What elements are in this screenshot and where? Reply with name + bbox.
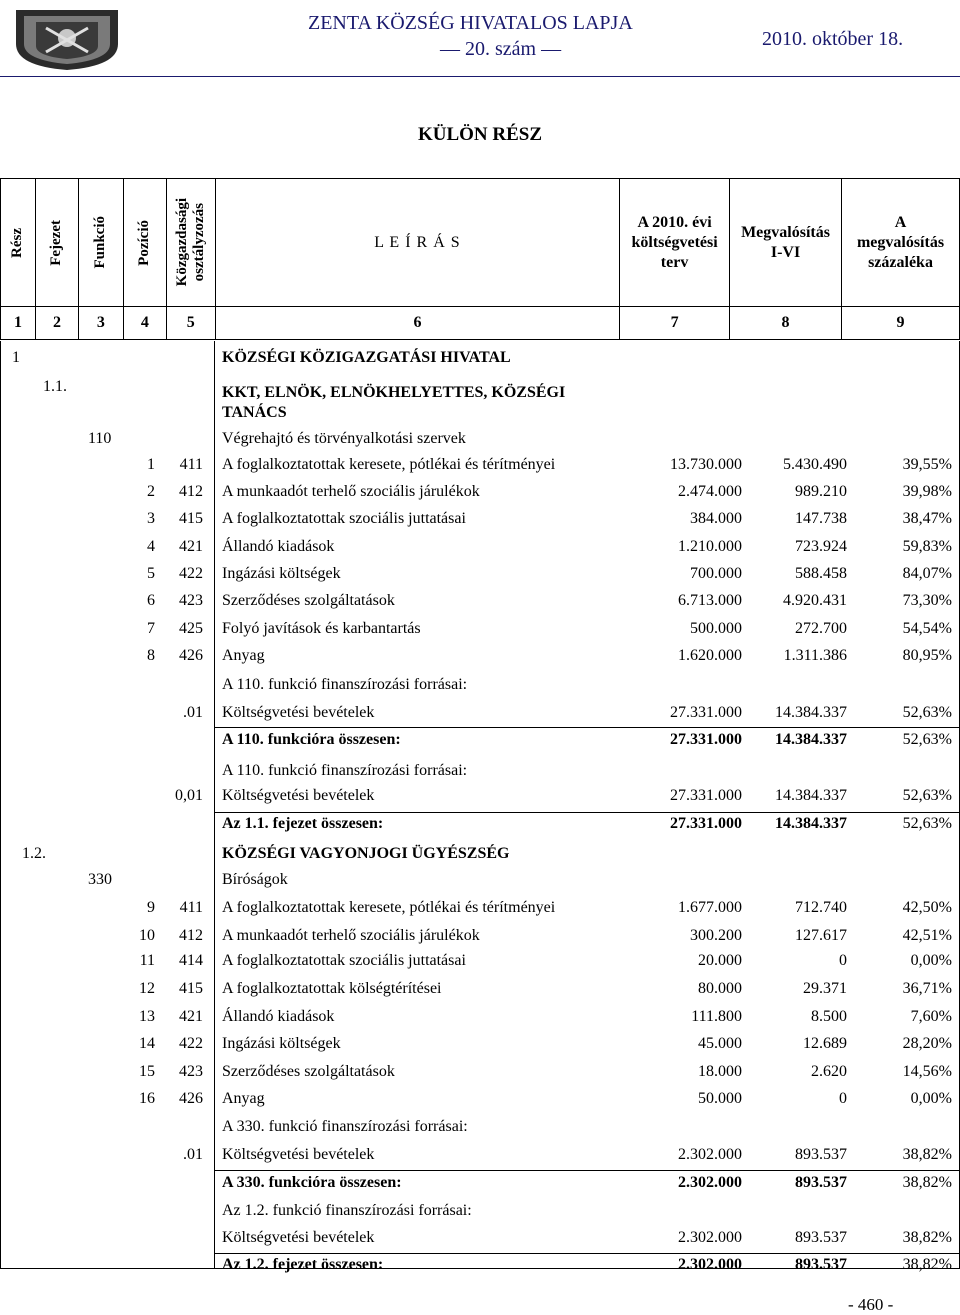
- percentage-value: 0,00%: [910, 1090, 952, 1107]
- kod-cell: 415: [179, 510, 203, 527]
- realization-value: 723.924: [795, 538, 847, 555]
- pozicio-cell: 9: [147, 899, 155, 916]
- kod-cell: .01: [183, 704, 203, 721]
- plan-value: 300.200: [690, 927, 742, 944]
- percentage-value: 28,20%: [902, 1035, 952, 1052]
- percentage-value: 52,63%: [902, 731, 952, 748]
- description-cell: A 110. funkció finanszírozási forrásai:: [222, 762, 468, 779]
- kod-cell: .01: [183, 1146, 203, 1163]
- percentage-value: 80,95%: [902, 647, 952, 664]
- description-cell: TANÁCS: [222, 404, 287, 421]
- realization-value: 5.430.490: [783, 456, 847, 473]
- fejezet-cell: 1.1.: [43, 378, 67, 395]
- plan-value: 27.331.000: [670, 704, 742, 721]
- col-header-szazalek: A megvalósítás százaléka: [842, 179, 960, 307]
- budget-table-header: [0, 178, 960, 340]
- pozicio-cell: 14: [139, 1035, 155, 1052]
- plan-value: 1.620.000: [678, 647, 742, 664]
- description-cell: A foglalkoztatottak szociális juttatásai: [222, 952, 466, 969]
- col-header-pozicio: Pozíció: [123, 179, 166, 307]
- description-cell: KÖZSÉGI KÖZIGAZGATÁSI HIVATAL: [222, 349, 511, 366]
- pozicio-cell: 16: [139, 1090, 155, 1107]
- plan-value: 80.000: [698, 980, 742, 997]
- description-cell: A munkaadót terhelő szociális járulékok: [222, 927, 480, 944]
- plan-value: 50.000: [698, 1090, 742, 1107]
- description-cell: A munkaadót terhelő szociális járulékok: [222, 483, 480, 500]
- description-cell: Ingázási költségek: [222, 1035, 341, 1052]
- description-cell: Az 1.1. fejezet összesen:: [222, 815, 384, 832]
- total-divider: [214, 727, 960, 728]
- percentage-value: 73,30%: [902, 592, 952, 609]
- plan-value: 384.000: [690, 510, 742, 527]
- section-title: KÜLÖN RÉSZ: [417, 124, 543, 145]
- realization-value: 588.458: [795, 565, 847, 582]
- kod-cell: 421: [179, 1008, 203, 1025]
- realization-value: 893.537: [795, 1146, 847, 1163]
- column-divider: [214, 341, 215, 1269]
- col-header-leiras: L E Í R Á S: [215, 179, 619, 307]
- description-cell: Költségvetési bevételek: [222, 1229, 375, 1246]
- percentage-value: 59,83%: [902, 538, 952, 555]
- plan-value: 500.000: [690, 620, 742, 637]
- kod-cell: 411: [179, 899, 203, 916]
- realization-value: 8.500: [811, 1008, 847, 1025]
- percentage-value: 38,47%: [902, 510, 952, 527]
- realization-value: 0: [839, 952, 847, 969]
- percentage-value: 52,63%: [902, 704, 952, 721]
- description-cell: Folyó javítások és karbantartás: [222, 620, 421, 637]
- pozicio-cell: 13: [139, 1008, 155, 1025]
- col-header-fejezet: Fejezet: [35, 179, 78, 307]
- header-divider: [0, 76, 960, 77]
- col-number: 1: [1, 307, 36, 340]
- col-number: 8: [730, 307, 842, 340]
- realization-value: 29.371: [803, 980, 847, 997]
- kod-cell: 422: [179, 565, 203, 582]
- coat-of-arms-emblem: [6, 4, 128, 72]
- description-cell: A 330. funkcióra összesen:: [222, 1174, 402, 1191]
- pozicio-cell: 2: [147, 483, 155, 500]
- plan-value: 2.474.000: [678, 483, 742, 500]
- issue-number: — 20. szám —: [440, 38, 562, 60]
- plan-value: 13.730.000: [670, 456, 742, 473]
- pozicio-cell: 7: [147, 620, 155, 637]
- budget-table-body: [0, 341, 960, 1269]
- col-header-kozgazdasagi: Közgazdasági osztályzozás: [166, 179, 215, 307]
- realization-value: 712.740: [795, 899, 847, 916]
- realization-value: 14.384.337: [775, 731, 847, 748]
- pozicio-cell: 15: [139, 1063, 155, 1080]
- percentage-value: 0,00%: [910, 952, 952, 969]
- realization-value: 989.210: [795, 483, 847, 500]
- resz-cell: 1: [12, 349, 20, 366]
- description-cell: KKT, ELNÖK, ELNÖKHELYETTES, KÖZSÉGI: [222, 384, 566, 401]
- percentage-value: 54,54%: [902, 620, 952, 637]
- kod-cell: 425: [179, 620, 203, 637]
- percentage-value: 14,56%: [902, 1063, 952, 1080]
- percentage-value: 38,82%: [902, 1256, 952, 1273]
- col-number: 9: [842, 307, 960, 340]
- kod-cell: 426: [179, 647, 203, 664]
- total-divider: [214, 1170, 960, 1171]
- description-cell: Állandó kiadások: [222, 1008, 335, 1025]
- percentage-value: 42,51%: [902, 927, 952, 944]
- funkcio-cell: 330: [88, 871, 112, 888]
- percentage-value: 84,07%: [902, 565, 952, 582]
- kod-cell: 411: [179, 456, 203, 473]
- percentage-value: 52,63%: [902, 787, 952, 804]
- plan-value: 20.000: [698, 952, 742, 969]
- description-cell: A 110. funkció finanszírozási forrásai:: [222, 676, 468, 693]
- col-number: 4: [123, 307, 166, 340]
- col-number: 5: [166, 307, 215, 340]
- description-cell: Költségvetési bevételek: [222, 787, 375, 804]
- plan-value: 111.800: [691, 1008, 742, 1025]
- percentage-value: 42,50%: [902, 899, 952, 916]
- percentage-value: 38,82%: [902, 1146, 952, 1163]
- col-number: 3: [78, 307, 123, 340]
- plan-value: 2.302.000: [678, 1229, 742, 1246]
- description-cell: Állandó kiadások: [222, 538, 335, 555]
- plan-value: 27.331.000: [670, 787, 742, 804]
- kod-cell: 415: [179, 980, 203, 997]
- realization-value: 4.920.431: [783, 592, 847, 609]
- plan-value: 45.000: [698, 1035, 742, 1052]
- percentage-value: 39,98%: [902, 483, 952, 500]
- description-cell: A foglalkoztatottak kölségtérítései: [222, 980, 442, 997]
- plan-value: 2.302.000: [678, 1256, 742, 1273]
- total-divider: [214, 812, 960, 813]
- pozicio-cell: 6: [147, 592, 155, 609]
- pozicio-cell: 5: [147, 565, 155, 582]
- plan-value: 18.000: [698, 1063, 742, 1080]
- column-number-row: [1, 307, 960, 340]
- plan-value: 700.000: [690, 565, 742, 582]
- description-cell: Anyag: [222, 647, 265, 664]
- realization-value: 14.384.337: [775, 704, 847, 721]
- description-cell: Szerződéses szolgáltatások: [222, 592, 395, 609]
- percentage-value: 7,60%: [910, 1008, 952, 1025]
- pozicio-cell: 3: [147, 510, 155, 527]
- col-header-resz: Rész: [1, 179, 36, 307]
- description-cell: Szerződéses szolgáltatások: [222, 1063, 395, 1080]
- realization-value: 14.384.337: [775, 815, 847, 832]
- kod-cell: 0,01: [175, 787, 203, 804]
- kod-cell: 412: [179, 483, 203, 500]
- kod-cell: 414: [179, 952, 203, 969]
- kod-cell: 423: [179, 1063, 203, 1080]
- percentage-value: 36,71%: [902, 980, 952, 997]
- description-cell: A foglalkoztatottak szociális juttatásai: [222, 510, 466, 527]
- col-header-funkcio: Funkció: [78, 179, 123, 307]
- plan-value: 2.302.000: [678, 1174, 742, 1191]
- description-cell: A 330. funkció finanszírozási forrásai:: [222, 1118, 468, 1135]
- page-number: - 460 -: [848, 1295, 894, 1314]
- plan-value: 27.331.000: [670, 731, 742, 748]
- description-cell: A 110. funkcióra összesen:: [222, 731, 401, 748]
- funkcio-cell: 110: [88, 430, 112, 447]
- realization-value: 893.537: [795, 1229, 847, 1246]
- realization-value: 2.620: [811, 1063, 847, 1080]
- plan-value: 1.677.000: [678, 899, 742, 916]
- plan-value: 6.713.000: [678, 592, 742, 609]
- kod-cell: 426: [179, 1090, 203, 1107]
- realization-value: 272.700: [795, 620, 847, 637]
- kod-cell: 423: [179, 592, 203, 609]
- realization-value: 0: [839, 1090, 847, 1107]
- pozicio-cell: 12: [139, 980, 155, 997]
- publication-title: ZENTA KÖZSÉG HIVATALOS LAPJA: [308, 12, 633, 34]
- description-cell: Költségvetési bevételek: [222, 1146, 375, 1163]
- description-cell: KÖZSÉGI VAGYONJOGI ÜGYÉSZSÉG: [222, 845, 510, 862]
- col-number: 2: [35, 307, 78, 340]
- description-cell: A foglalkoztatottak keresete, pótlékai és térítményei: [222, 899, 556, 916]
- realization-value: 893.537: [795, 1174, 847, 1191]
- kod-cell: 422: [179, 1035, 203, 1052]
- description-cell: A foglalkoztatottak keresete, pótlékai és térítményei: [222, 456, 556, 473]
- pozicio-cell: 1: [147, 456, 155, 473]
- description-cell: Az 1.2. fejezet összesen:: [222, 1256, 384, 1273]
- percentage-value: 38,82%: [902, 1229, 952, 1246]
- percentage-value: 52,63%: [902, 815, 952, 832]
- description-cell: Anyag: [222, 1090, 265, 1107]
- plan-value: 27.331.000: [670, 815, 742, 832]
- kod-cell: 412: [179, 927, 203, 944]
- kod-cell: 421: [179, 538, 203, 555]
- realization-value: 14.384.337: [775, 787, 847, 804]
- col-number: 6: [215, 307, 619, 340]
- description-cell: Ingázási költségek: [222, 565, 341, 582]
- col-header-megvalositas: Megvalósítás I-VI: [730, 179, 842, 307]
- col-number: 7: [620, 307, 730, 340]
- plan-value: 1.210.000: [678, 538, 742, 555]
- realization-value: 1.311.386: [783, 647, 847, 664]
- description-cell: Végrehajtó és törvényalkotási szervek: [222, 430, 466, 447]
- pozicio-cell: 11: [139, 952, 155, 969]
- description-cell: Költségvetési bevételek: [222, 704, 375, 721]
- pozicio-cell: 10: [139, 927, 155, 944]
- col-header-terv: A 2010. évi költségvetési terv: [620, 179, 730, 307]
- realization-value: 12.689: [803, 1035, 847, 1052]
- description-cell: Bíróságok: [222, 871, 288, 888]
- realization-value: 147.738: [795, 510, 847, 527]
- description-cell: Az 1.2. funkció finanszírozási forrásai:: [222, 1202, 472, 1219]
- pozicio-cell: 8: [147, 647, 155, 664]
- publication-date: 2010. október 18.: [762, 28, 904, 50]
- percentage-value: 38,82%: [902, 1174, 952, 1191]
- plan-value: 2.302.000: [678, 1146, 742, 1163]
- realization-value: 127.617: [795, 927, 847, 944]
- pozicio-cell: 4: [147, 538, 155, 555]
- realization-value: 893.537: [795, 1256, 847, 1273]
- percentage-value: 39,55%: [902, 456, 952, 473]
- total-divider: [214, 1253, 960, 1254]
- fejezet-cell: 1.2.: [22, 845, 46, 862]
